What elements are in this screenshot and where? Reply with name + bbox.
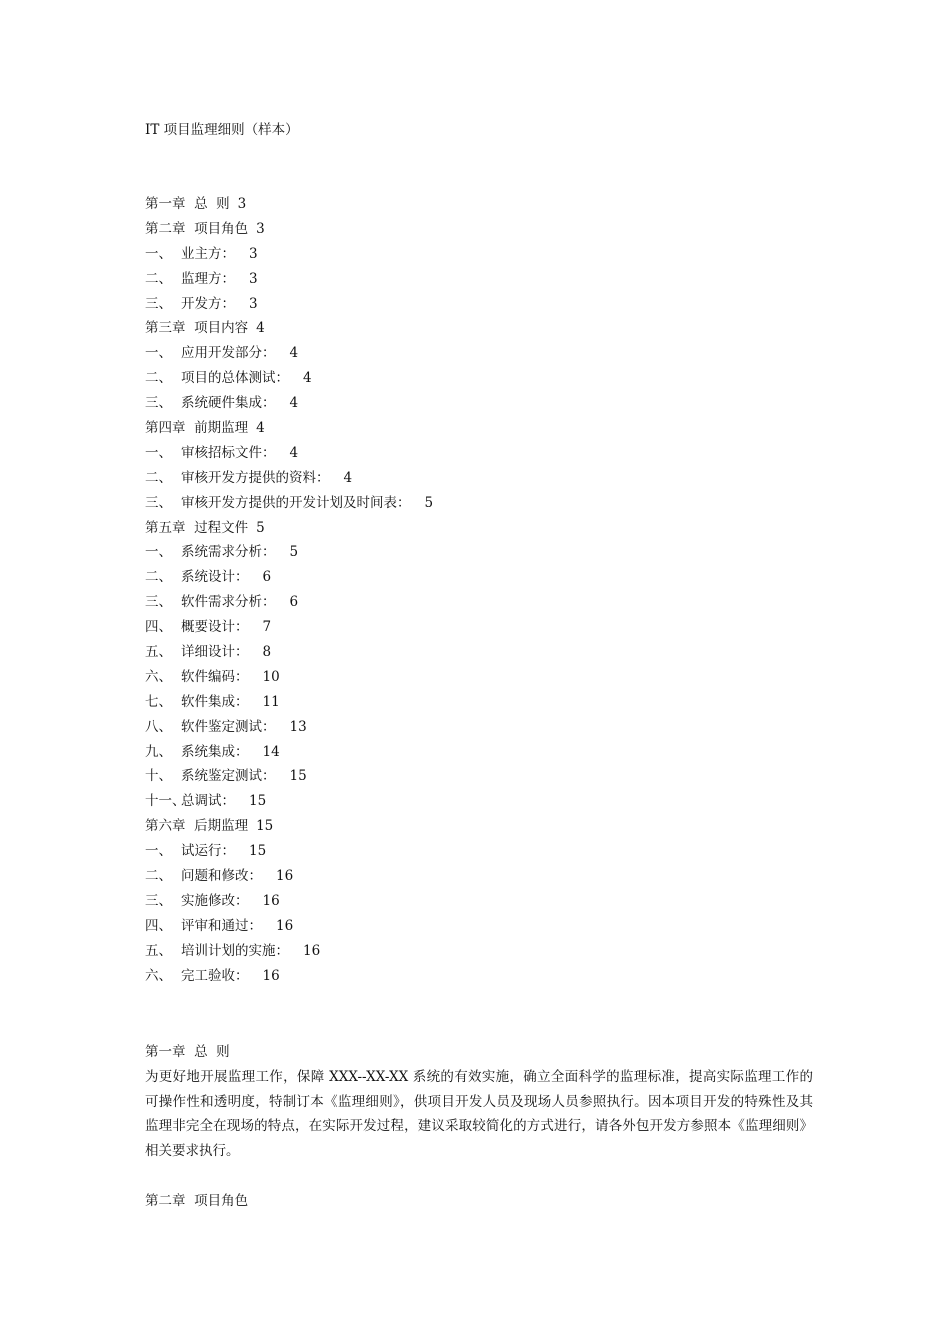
- chapter-2-heading: 第二章 项目角色: [145, 1193, 249, 1209]
- toc-entry-title: 总调试：: [181, 793, 235, 810]
- toc-entry-title: 审核开发方提供的开发计划及时间表：: [181, 494, 411, 511]
- toc-entry-page-number: 13: [289, 718, 307, 735]
- toc-section-entry: [145, 767, 433, 792]
- toc-entry-number: 五、: [145, 644, 172, 661]
- toc-entry-number: 一、: [145, 345, 172, 362]
- toc-entry-page-number: 16: [262, 892, 280, 909]
- toc-section-entry: [145, 967, 433, 992]
- toc-entry-page-number: 15: [289, 768, 307, 785]
- toc-entry-page-number: 16: [276, 917, 294, 934]
- toc-section-entry: [145, 743, 433, 768]
- toc-section-entry: [145, 693, 433, 718]
- toc-section-entry: [145, 568, 433, 593]
- toc-entry-page-number: 4: [289, 395, 299, 412]
- toc-section-entry: [145, 270, 433, 295]
- toc-entry-number: 二、: [145, 868, 172, 885]
- toc-section-entry: [145, 867, 433, 892]
- toc-entry-number: 八、: [145, 718, 172, 735]
- toc-entry-title: 详细设计：: [181, 644, 249, 661]
- toc-section-entry: [145, 792, 433, 817]
- toc-entry-number: 一、: [145, 544, 172, 561]
- toc-entry-number: 三、: [145, 494, 172, 511]
- toc-entry-page-number: 4: [343, 469, 353, 486]
- toc-entry-title: 应用开发部分：: [181, 345, 276, 362]
- toc-section-entry: [145, 593, 433, 618]
- toc-section-entry: [145, 718, 433, 743]
- toc-section-entry: [145, 942, 433, 967]
- toc-entry-number: 七、: [145, 693, 172, 710]
- toc-entry-page-number: 8: [262, 644, 272, 661]
- toc-entry-title: 试运行：: [181, 843, 235, 860]
- toc-entry-page-number: 6: [289, 594, 299, 611]
- toc-entry-page-number: 3: [256, 220, 265, 237]
- toc-entry-title: 项目的总体测试：: [181, 370, 289, 387]
- toc-entry-number: 三、: [145, 395, 172, 412]
- toc-entry-number: 三、: [145, 295, 172, 312]
- toc-entry-number: 五、: [145, 942, 172, 959]
- toc-section-entry: [145, 643, 433, 668]
- toc-entry-number: 一、: [145, 843, 172, 860]
- toc-entry-number: 二、: [145, 370, 172, 387]
- toc-entry-page-number: 3: [237, 196, 247, 212]
- toc-entry-number: 十、: [145, 768, 172, 785]
- toc-section-entry: [145, 369, 433, 394]
- toc-entry-title: 审核招标文件：: [181, 444, 276, 461]
- toc-entry-page-number: 3: [249, 295, 258, 312]
- toc-entry-title: 系统鉴定测试：: [181, 768, 276, 785]
- toc-entry-page-number: 3: [249, 245, 258, 262]
- toc-entry-number: 一、: [145, 444, 172, 461]
- document-title: IT 项目监理细则（样本）: [145, 122, 299, 138]
- toc-entry-title: 软件鉴定测试：: [181, 718, 276, 735]
- toc-entry-number: 九、: [145, 743, 172, 760]
- toc-section-entry: [145, 917, 433, 942]
- toc-entry-title: 培训计划的实施：: [181, 942, 289, 959]
- toc-entry-title: 第二章 项目角色: [145, 220, 249, 237]
- toc-entry-page-number: 16: [262, 967, 280, 984]
- toc-entry-title: 系统设计：: [181, 569, 249, 586]
- toc-entry-title: 完工验收：: [181, 967, 249, 984]
- toc-entry-page-number: 16: [303, 942, 321, 959]
- toc-chapter-entry: [145, 519, 433, 544]
- toc-entry-page-number: 15: [256, 818, 274, 835]
- toc-entry-page-number: 3: [249, 270, 258, 287]
- toc-section-entry: [145, 892, 433, 917]
- chapter-1-paragraph: 为更好地开展监理工作，保障 XXX--XX-XX 系统的有效实施，确立全面科学的监理标准，提高实际监理工作的可操作性和透明度，特制订本《监理细则》，供项目开发人员及现场人员参照执行。因本项目开发的特殊性及其监理非完全在现场的特点，在实际开发过程，建议采取较简化的方式进行，请各外包开发方参照本《监理细则》相关要求执行。: [145, 1069, 813, 1159]
- toc-entry-title: 软件编码：: [181, 668, 249, 685]
- toc-entry-page-number: 11: [262, 693, 280, 710]
- toc-section-entry: [145, 444, 433, 469]
- toc-entry-title: 监理方：: [181, 270, 235, 287]
- toc-entry-title: 问题和修改：: [181, 868, 262, 885]
- toc-entry-title: 第五章 过程文件: [145, 519, 249, 536]
- toc-entry-title: 第一章 总 则: [145, 196, 230, 212]
- toc-entry-number: 一、: [145, 245, 172, 262]
- toc-entry-page-number: 15: [249, 843, 267, 860]
- toc-entry-title: 业主方：: [181, 245, 235, 262]
- toc-chapter-entry: [145, 419, 433, 444]
- toc-entry-title: 系统需求分析：: [181, 544, 276, 561]
- toc-section-entry: [145, 618, 433, 643]
- toc-chapter-entry: [145, 319, 433, 344]
- toc-section-entry: [145, 295, 433, 320]
- toc-chapter-entry: [145, 817, 433, 842]
- toc-entry-title: 实施修改：: [181, 892, 249, 909]
- toc-section-entry: [145, 842, 433, 867]
- toc-entry-page-number: 4: [289, 444, 299, 461]
- toc-entry-page-number: 4: [303, 370, 312, 387]
- toc-entry-page-number: 6: [262, 569, 272, 586]
- toc-entry-title: 系统集成：: [181, 743, 249, 760]
- toc-entry-title: 第六章 后期监理: [145, 818, 249, 835]
- toc-entry-number: 四、: [145, 619, 172, 636]
- toc-entry-title: 评审和通过：: [181, 917, 262, 934]
- toc-entry-title: 第三章 项目内容: [145, 320, 249, 337]
- toc-entry-page-number: 5: [289, 544, 299, 561]
- toc-section-entry: [145, 245, 433, 270]
- toc-entry-title: 审核开发方提供的资料：: [181, 469, 330, 486]
- toc-chapter-entry: [145, 220, 433, 245]
- toc-entry-title: 软件需求分析：: [181, 594, 276, 611]
- toc-entry-title: 第四章 前期监理: [145, 420, 249, 437]
- toc-entry-page-number: 5: [256, 519, 265, 536]
- toc-entry-number: 六、: [145, 668, 172, 685]
- chapter-1-heading: 第一章 总 则: [145, 1044, 230, 1060]
- toc-section-entry: [145, 344, 433, 369]
- toc-entry-title: 开发方：: [181, 295, 235, 312]
- table-of-contents: [145, 195, 433, 992]
- toc-entry-number: 十一、: [145, 793, 186, 810]
- toc-entry-number: 二、: [145, 469, 172, 486]
- toc-entry-number: 三、: [145, 594, 172, 611]
- toc-section-entry: [145, 394, 433, 419]
- toc-entry-page-number: 10: [262, 668, 280, 685]
- toc-entry-number: 三、: [145, 892, 172, 909]
- toc-entry-title: 系统硬件集成：: [181, 395, 276, 412]
- toc-entry-page-number: 4: [256, 320, 265, 337]
- toc-entry-page-number: 7: [262, 619, 272, 636]
- toc-entry-number: 二、: [145, 270, 172, 287]
- toc-entry-page-number: 14: [262, 743, 280, 760]
- toc-entry-page-number: 16: [276, 868, 294, 885]
- toc-section-entry: [145, 668, 433, 693]
- toc-section-entry: [145, 494, 433, 519]
- toc-entry-number: 六、: [145, 967, 172, 984]
- toc-chapter-entry: [145, 195, 433, 220]
- toc-entry-page-number: 4: [256, 420, 265, 437]
- toc-section-entry: [145, 469, 433, 494]
- toc-entry-title: 软件集成：: [181, 693, 249, 710]
- toc-entry-title: 概要设计：: [181, 619, 249, 636]
- toc-entry-number: 四、: [145, 917, 172, 934]
- toc-section-entry: [145, 543, 433, 568]
- toc-entry-page-number: 5: [424, 494, 434, 511]
- toc-entry-page-number: 4: [289, 345, 299, 362]
- toc-entry-number: 二、: [145, 569, 172, 586]
- toc-entry-page-number: 15: [249, 793, 267, 810]
